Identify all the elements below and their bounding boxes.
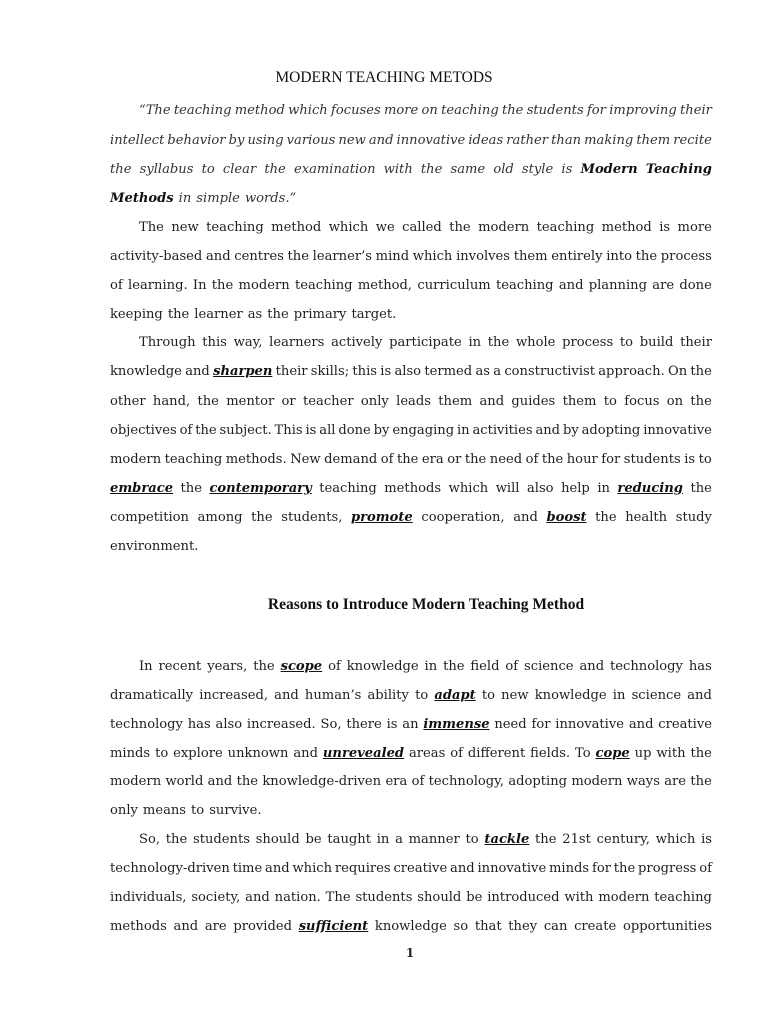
paragraph-line: The new teaching method which we called the modern teaching method is more — [139, 220, 712, 235]
section-heading: Reasons to Introduce Modern Teaching Method — [267, 596, 585, 613]
paragraph-line: So, the students should be taught in a manner to tackle the 21st century, which is — [139, 830, 712, 859]
paragraph-line: of learning. In the modern teaching method, curriculum teaching and planning are done — [110, 278, 712, 293]
quote-line: “The teaching method which focuses more on teaching the students for improving their — [139, 103, 712, 118]
paragraph-line: knowledge and sharpen their skills; this is also termed as a constructivist approach. On the — [110, 362, 712, 391]
keyword-boost: boost — [546, 510, 587, 525]
keyword-embrace: embrace — [110, 481, 174, 496]
keyword-sufficient: sufficient — [298, 919, 369, 934]
keyword-tackle: tackle — [484, 832, 530, 847]
paragraph-line: activity-based and centres the learner’s mind which involves them entirely into the process — [110, 249, 712, 264]
paragraph-line: objectives of the subject. This is all done by engaging in activities and by adopting innovative — [110, 423, 712, 438]
paragraph-line: only means to survive. — [110, 803, 262, 818]
bold-term: Modern — [580, 162, 638, 177]
document-title: MODERN TEACHING METODS — [275, 69, 493, 86]
paragraph-line: other hand, the mentor or teacher only leads them and guides them to focus on the — [110, 394, 712, 409]
paragraph-line: methods and are provided sufficient knowledge so that they can create opportunities — [110, 917, 712, 946]
quote-line: intellect behavior by using various new and innovative ideas rather than making them recite — [110, 133, 712, 148]
paragraph-line: dramatically increased, and human’s ability to adapt to new knowledge in science and — [110, 686, 712, 715]
keyword-adapt: adapt — [434, 688, 476, 703]
keyword-unrevealed: unrevealed — [322, 746, 405, 761]
paragraph-line: modern teaching methods. New demand of the era or the need of the hour for students is to — [110, 452, 712, 467]
keyword-scope: scope — [280, 659, 323, 674]
quote-line: the syllabus to clear the examination with the same old style is Modern Teaching — [110, 160, 712, 189]
paragraph-line: modern world and the knowledge-driven era of technology, adopting modern ways are the — [110, 774, 712, 789]
paragraph-line: embrace the contemporary teaching methods which will also help in reducing the — [110, 479, 712, 508]
bold-term: Teaching — [645, 162, 712, 177]
paragraph-line: In recent years, the scope of knowledge in the field of science and technology has — [139, 657, 712, 686]
paragraph-line: technology has also increased. So, there is an immense need for innovative and creative — [110, 715, 712, 744]
paragraph-line: competition among the students, promote cooperation, and boost the health study — [110, 508, 712, 537]
keyword-contemporary: contemporary — [209, 481, 312, 496]
keyword-promote: promote — [350, 510, 413, 525]
page-number: 1 — [405, 946, 415, 960]
paragraph-line: individuals, society, and nation. The students should be introduced with modern teaching — [110, 890, 712, 905]
keyword-reducing: reducing — [617, 481, 683, 496]
keyword-immense: immense — [423, 717, 490, 732]
paragraph-line: environment. — [110, 539, 199, 554]
quote-line: Methods in simple words.” — [110, 189, 712, 218]
paragraph-line: technology-driven time and which requires creative and innovative minds for the progress of — [110, 861, 712, 876]
keyword-cope: cope — [595, 746, 630, 761]
bold-term: Methods — [110, 191, 174, 206]
paragraph-line: minds to explore unknown and unrevealed areas of different fields. To cope up with the — [110, 744, 712, 773]
paragraph-line: keeping the learner as the primary target. — [110, 307, 397, 322]
keyword-sharpen: sharpen — [213, 364, 273, 379]
paragraph-line: Through this way, learners actively participate in the whole process to build their — [139, 335, 712, 350]
